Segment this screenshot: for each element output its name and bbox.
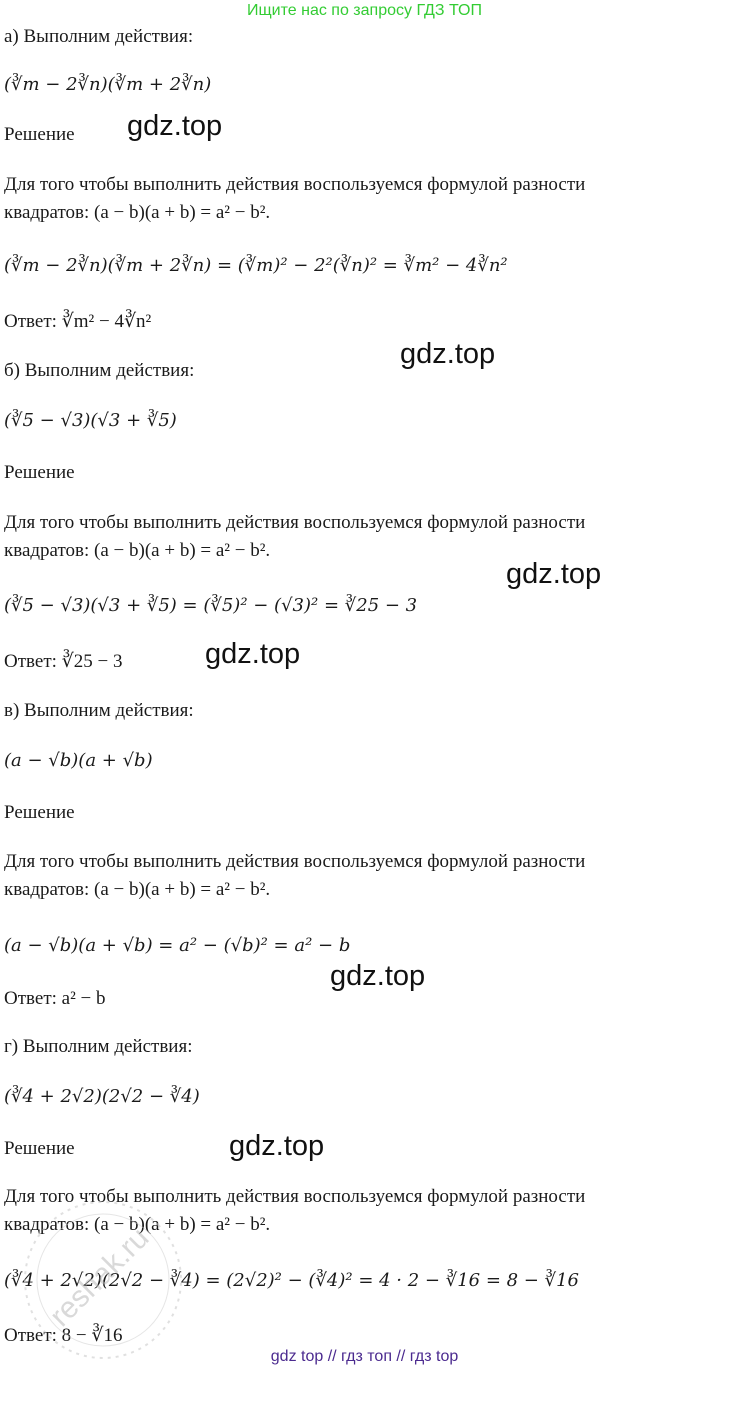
section-c-solution-label: Решение (4, 802, 75, 823)
section-b-solution-label: Решение (4, 462, 75, 483)
watermark: gdz.top (330, 960, 426, 992)
section-c-explanation-line2: квадратов: (a − b)(a + b) = a² − b². (4, 879, 271, 900)
top-banner: Ищите нас по запросу ГДЗ ТОП (247, 2, 482, 19)
section-a-explanation-line1: Для того чтобы выполнить действия воспользуемся формулой разности (4, 174, 586, 195)
section-b-calculation: (∛5 − √3)(√3 + ∛5) = (∛5)² − (√3)² = ∛25 − 3 (4, 595, 418, 616)
footer-links[interactable]: gdz top // гдз топ // гдз top (270, 1348, 459, 1365)
watermark: gdz.top (506, 558, 602, 590)
section-c-expression: (a − √b)(a + √b) (4, 750, 153, 771)
section-b-answer: Ответ: ∛25 − 3 (4, 651, 123, 672)
watermark: gdz.top (229, 1130, 325, 1162)
section-a-explanation-line2: квадратов: (a − b)(a + b) = a² − b². (4, 202, 271, 223)
section-d-title: г) Выполним действия: (4, 1036, 193, 1057)
watermark: gdz.top (400, 338, 496, 370)
section-d-answer: Ответ: 8 − ∛16 (4, 1325, 123, 1346)
section-d-explanation-line1: Для того чтобы выполнить действия воспользуемся формулой разности (4, 1186, 586, 1207)
watermark: gdz.top (205, 638, 301, 670)
section-b-expression: (∛5 − √3)(√3 + ∛5) (4, 410, 177, 431)
section-d-calculation: (∛4 + 2√2)(2√2 − ∛4) = (2√2)² − (∛4)² = 4 · 2 − ∛16 = 8 − ∛16 (4, 1270, 579, 1291)
watermark: gdz.top (127, 110, 223, 142)
section-a-title: а) Выполним действия: (4, 26, 194, 47)
section-c-explanation-line1: Для того чтобы выполнить действия воспользуемся формулой разности (4, 851, 586, 872)
section-c-title: в) Выполним действия: (4, 700, 194, 721)
section-d-explanation-line2: квадратов: (a − b)(a + b) = a² − b². (4, 1214, 271, 1235)
section-d-solution-label: Решение (4, 1138, 75, 1159)
section-d-expression: (∛4 + 2√2)(2√2 − ∛4) (4, 1086, 200, 1107)
section-a-solution-label: Решение (4, 124, 75, 145)
section-a-expression: (∛m − 2∛n)(∛m + 2∛n) (4, 74, 212, 95)
section-b-explanation-line1: Для того чтобы выполнить действия воспользуемся формулой разности (4, 512, 586, 533)
section-c-answer: Ответ: a² − b (4, 988, 106, 1009)
section-b-title: б) Выполним действия: (4, 360, 195, 381)
section-c-calculation: (a − √b)(a + √b) = a² − (√b)² = a² − b (4, 935, 351, 956)
section-a-calculation: (∛m − 2∛n)(∛m + 2∛n) = (∛m)² − 2²(∛n)² = ∛m² − 4∛n² (4, 255, 508, 276)
stamp-text: reshak.ru (43, 1221, 156, 1334)
section-a-answer: Ответ: ∛m² − 4∛n² (4, 311, 152, 332)
section-b-explanation-line2: квадратов: (a − b)(a + b) = a² − b². (4, 540, 271, 561)
